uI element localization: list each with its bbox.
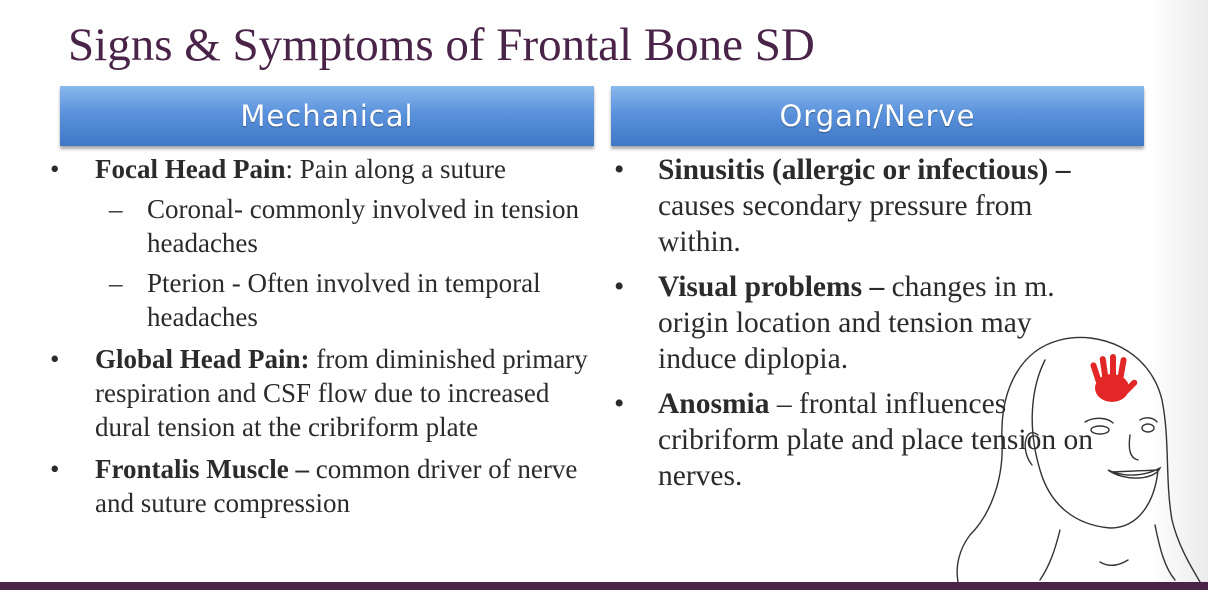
bullet-lead: Focal Head Pain — [95, 154, 286, 184]
subitem-coronal: – Coronal- commonly involved in tension headaches — [95, 192, 595, 260]
bullet-lead: Frontalis Muscle – — [95, 454, 309, 484]
mechanical-header — [60, 86, 594, 146]
bullet-text: – frontal influences cribriform plate and place tension on nerves. — [658, 388, 1093, 492]
bullet-text: from diminished primary respiration and CSF flow due to increased dural tension at the cribriform plate — [95, 344, 588, 442]
bullet-frontalis-muscle — [95, 452, 595, 520]
bullet-sinusitis — [658, 152, 1108, 260]
bullet-text: : Pain along a suture — [285, 154, 506, 184]
footer-band — [0, 582, 1208, 590]
bullet-text: changes in m. origin location and tension may induce diplopia. — [658, 271, 1055, 375]
organ-nerve-header-label: Organ/Nerve — [779, 99, 976, 133]
bullet-text: causes secondary pressure from within. — [658, 190, 1033, 258]
subitem-pterion: – Pterion - Often involved in temporal headaches — [95, 266, 595, 334]
red-handprint-icon — [1090, 354, 1139, 402]
bullet-lead: Global Head Pain: — [95, 344, 310, 374]
bullet-lead: Anosmia — [658, 388, 770, 420]
organ-nerve-header — [611, 86, 1144, 146]
bullet-focal-head-pain — [95, 152, 595, 334]
mechanical-list — [95, 152, 595, 528]
bullet-lead: Sinusitis (allergic or infectious) – — [658, 154, 1071, 186]
slide-title: Signs & Symptoms of Frontal Bone SD — [68, 19, 815, 71]
bullet-global-head-pain — [95, 342, 595, 444]
headache-woman-drawing-icon — [950, 330, 1208, 582]
mechanical-header-label: Mechanical — [240, 99, 414, 133]
bullet-lead: Visual problems – — [658, 271, 885, 303]
bullet-text: common driver of nerve and suture compression — [95, 454, 578, 518]
